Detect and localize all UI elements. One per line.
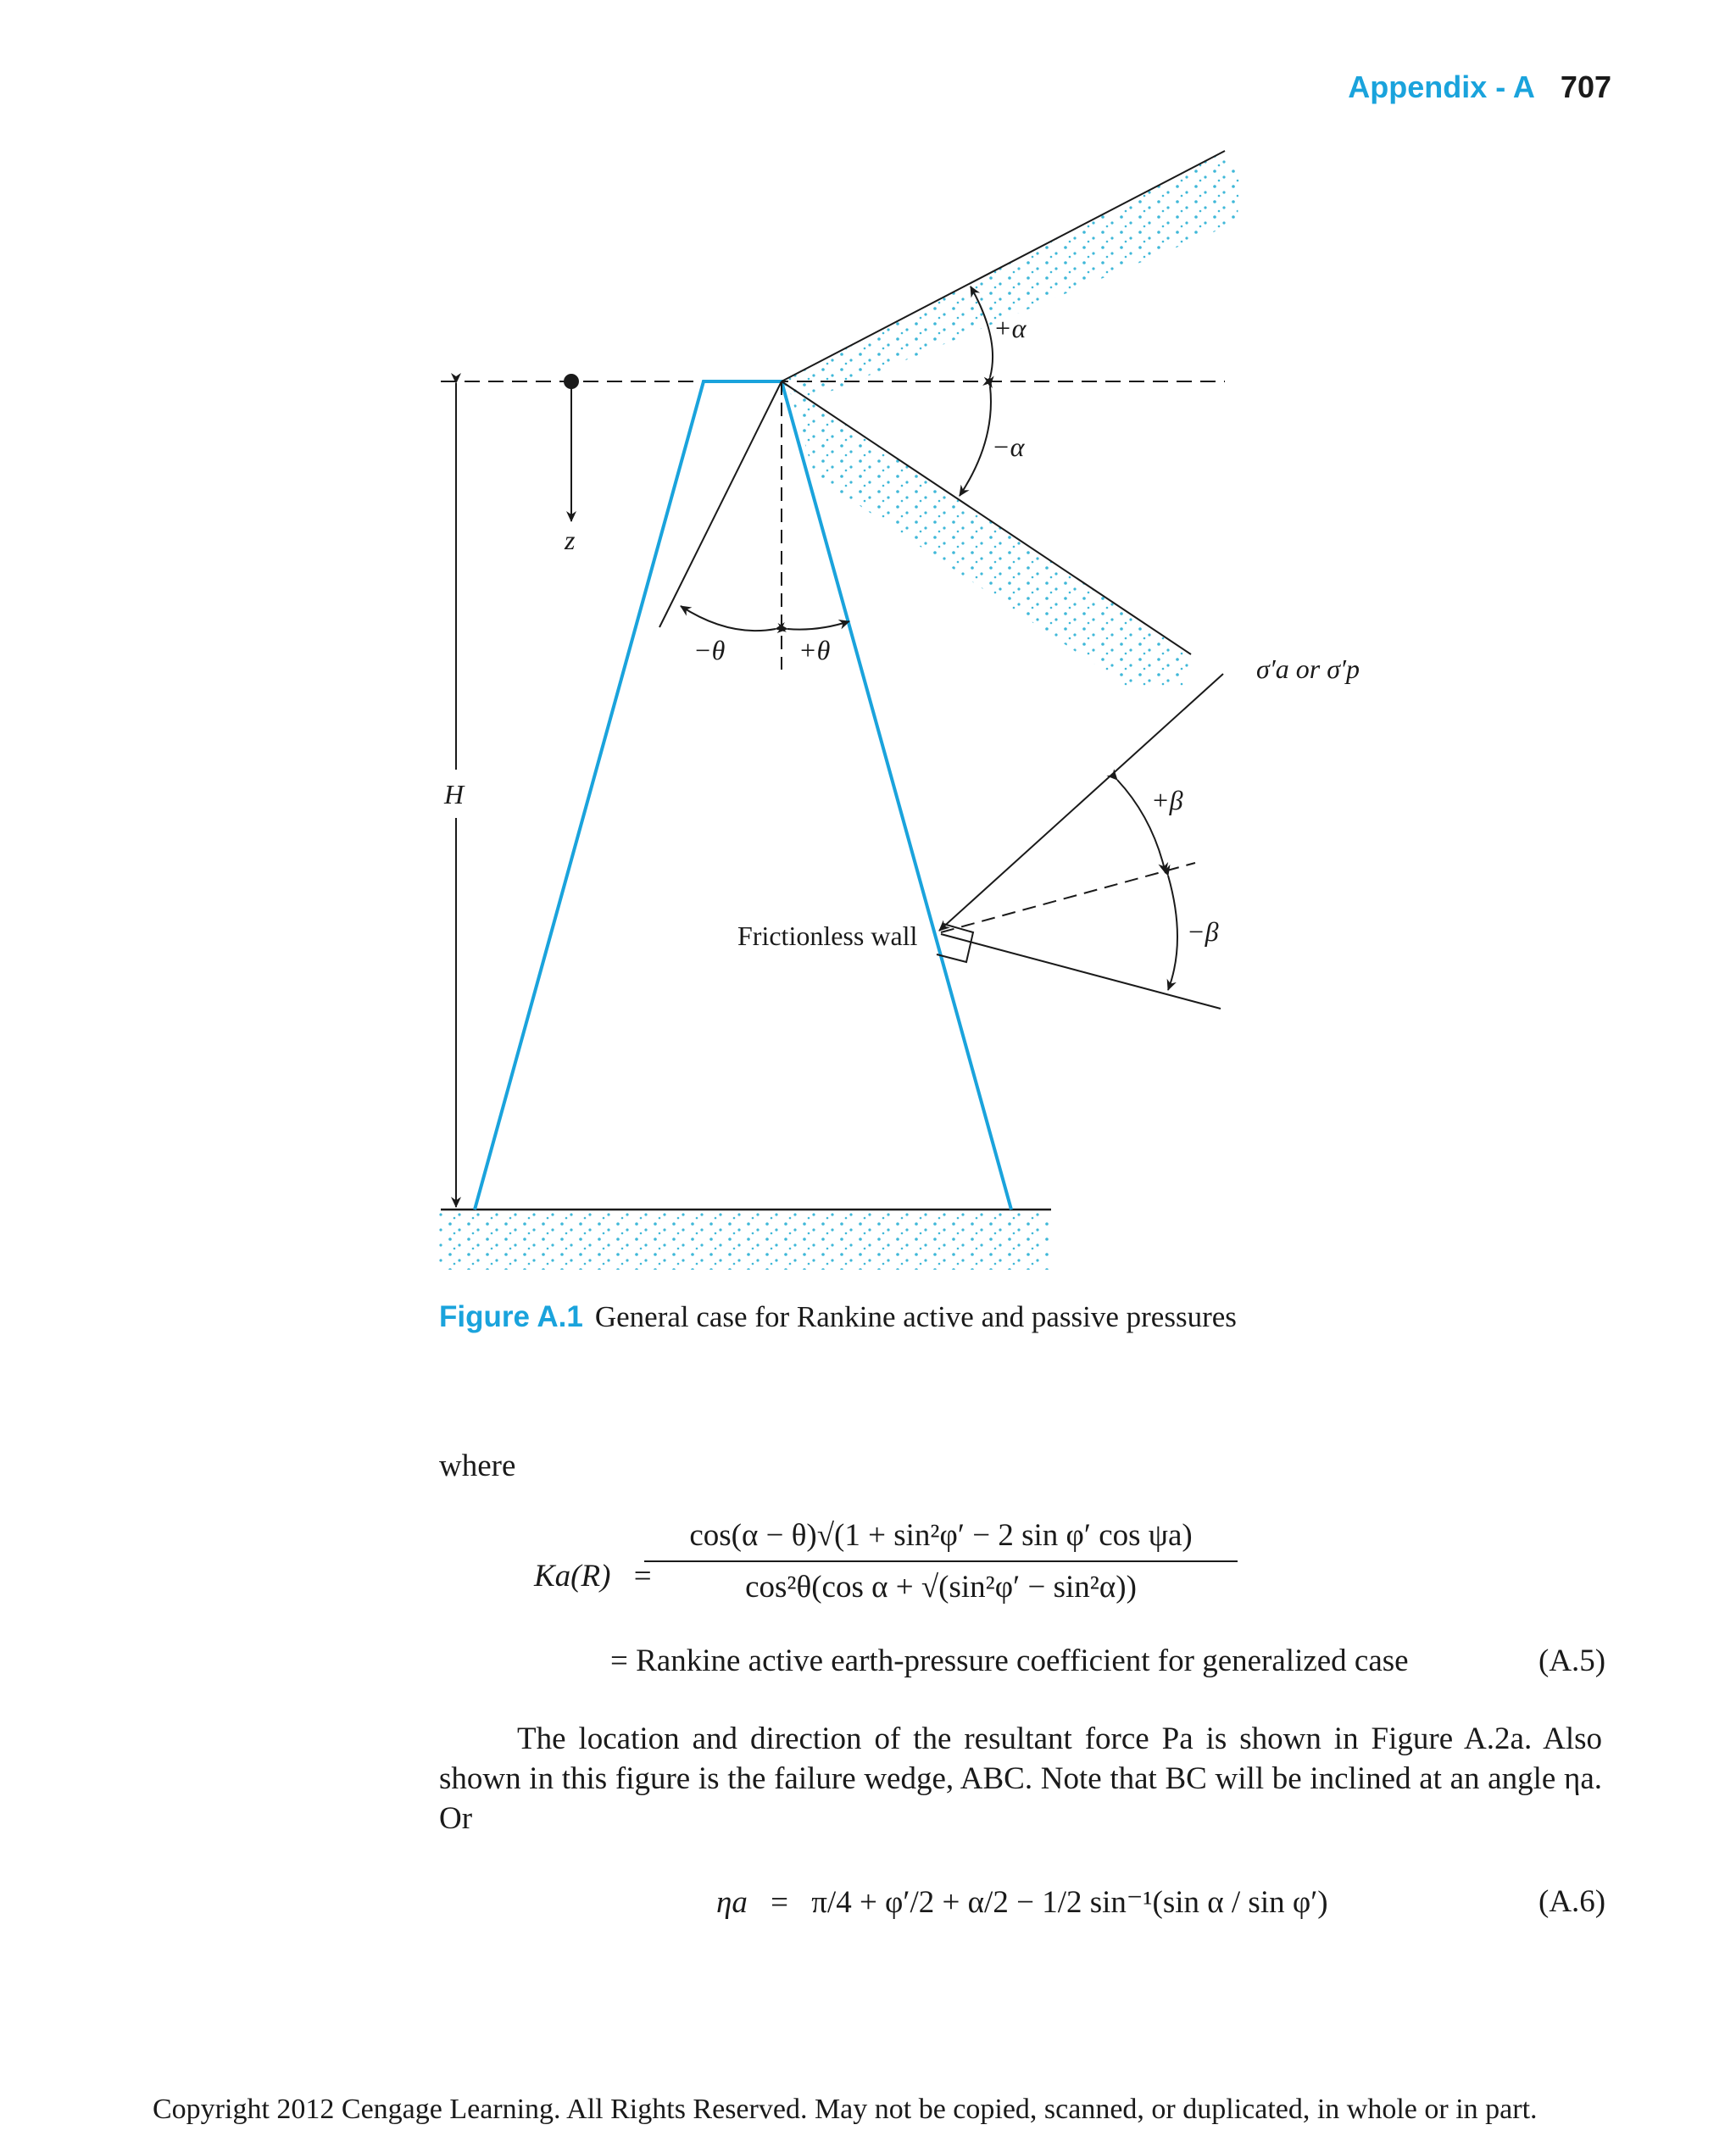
- minus-beta-arc: [1168, 876, 1177, 990]
- label-plus-alpha: +α: [993, 313, 1027, 343]
- right-angle-marker: [937, 924, 973, 962]
- eq-number-a6: (A.6): [1538, 1884, 1606, 1919]
- label-minus-theta: −θ: [693, 635, 726, 665]
- ka-symbol: Ka(R): [534, 1559, 611, 1594]
- soil-backfill-upper: [780, 151, 1239, 398]
- copyright-notice: Copyright 2012 Cengage Learning. All Rights Reserved. May not be copied, scanned, or duplicated, in whole or in part.: [153, 2094, 1538, 2125]
- label-frictionless-wall: Frictionless wall: [737, 921, 918, 951]
- stress-minus-beta-line: [941, 934, 1221, 1009]
- figure-caption-text: General case for Rankine active and passive pressures: [594, 1300, 1237, 1333]
- label-sigma: σ′a or σ′p: [1256, 654, 1360, 684]
- ka-lhs: Ka(R) =: [534, 1559, 652, 1594]
- minus-alpha-arc: [960, 387, 991, 496]
- plus-theta-arc: [787, 621, 849, 630]
- page-number: 707: [1560, 70, 1611, 104]
- figure-caption: [439, 1300, 1237, 1334]
- eta-equation: ηa = π/4 + φ′/2 + α/2 − 1/2 sin⁻¹(sin α / sin φ′): [716, 1885, 1328, 1920]
- soil-base: [439, 1212, 1049, 1270]
- label-z: z: [565, 525, 576, 555]
- soil-backfill-lower: [788, 386, 1191, 687]
- ka-numerator: cos(α − θ)√(1 + sin²φ′ − 2 sin φ′ cos ψa): [689, 1518, 1193, 1553]
- label-H: H: [444, 779, 465, 809]
- backfill-slope-plus-alpha: [782, 151, 1225, 381]
- rankine-definition: = Rankine active earth-pressure coefficient for generalized case: [610, 1644, 1409, 1678]
- label-minus-alpha: −α: [992, 431, 1025, 462]
- body-paragraph: The location and direction of the resultant force Pa is shown in Figure A.2a. Also shown in this figure is the failure wedge, ABC. Note that BC will be inclined at an angle ηa. Or: [439, 1721, 1602, 1836]
- ka-denominator: cos²θ(cos α + √(sin²φ′ − sin²α)): [745, 1570, 1137, 1605]
- theta-line: [659, 381, 782, 627]
- minus-theta-arc: [681, 606, 776, 631]
- label-plus-theta: +θ: [798, 635, 831, 665]
- eta-lhs: ηa: [716, 1885, 748, 1920]
- ka-fraction: [644, 1517, 1238, 1605]
- section-title: Appendix - A: [1348, 70, 1535, 104]
- eq-number-a5: (A.5): [1538, 1644, 1606, 1678]
- where-text: where: [439, 1449, 516, 1483]
- label-minus-beta: −β: [1187, 916, 1219, 947]
- label-plus-beta: +β: [1151, 785, 1183, 815]
- figure-label: Figure A.1: [439, 1300, 583, 1333]
- backfill-slope-minus-alpha: [782, 381, 1191, 654]
- wall-normal-dashed: [941, 863, 1195, 932]
- eta-rhs: π/4 + φ′/2 + α/2 − 1/2 sin⁻¹(sin α / sin φ′): [811, 1885, 1328, 1920]
